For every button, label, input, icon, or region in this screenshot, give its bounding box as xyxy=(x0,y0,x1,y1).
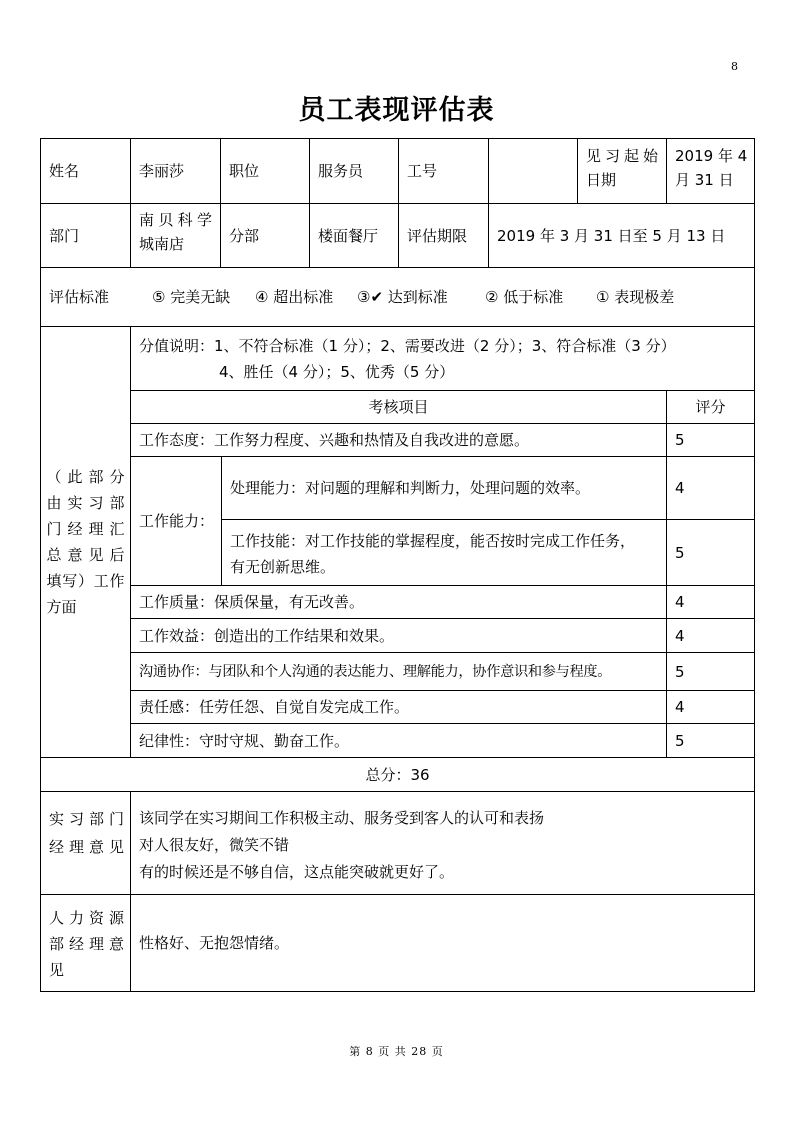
section-label-line: 总意见后 xyxy=(46,546,125,564)
branch-value: 楼面餐厅 xyxy=(318,226,379,245)
standard-item-5: ⑤ 完美无缺 xyxy=(152,288,231,306)
score-handling-ability: 4 xyxy=(675,479,685,497)
item-work-skill xyxy=(222,528,666,584)
intern-manager-opinion-line: 对人很友好，微笑不错 xyxy=(139,836,290,854)
position-label: 职位 xyxy=(229,162,260,180)
start-date-value-line: 月 31 日 xyxy=(675,171,734,189)
period-label: 评估期限 xyxy=(407,226,468,245)
start-date-label-line: 日期 xyxy=(586,171,617,189)
item-communication: 沟通协作：与团队和个人沟通的表达能力、理解能力，协作意识和参与程度。 xyxy=(139,663,612,680)
intern-manager-opinion-line: 有的时候还是不够自信，这点能突破就更好了。 xyxy=(139,863,455,881)
section-label-line: 填写）工作 xyxy=(46,572,125,590)
period-value: 2019 年 3 月 31 日至 5 月 13 日 xyxy=(497,226,726,245)
standard-item-1: ① 表现极差 xyxy=(596,288,675,306)
score-note xyxy=(131,333,754,389)
page-number-top: 8 xyxy=(731,60,738,73)
section-label-line: 方面 xyxy=(46,598,77,616)
header-item: 考核项目 xyxy=(368,398,429,416)
section-label-line: （此部分 xyxy=(46,468,125,486)
score-note-line: 4、胜任（4 分）；5、优秀（5 分） xyxy=(219,363,455,381)
hr-manager-label xyxy=(41,905,130,989)
score-work-quality: 4 xyxy=(675,593,685,611)
score-communication: 5 xyxy=(675,662,685,681)
item-discipline: 纪律性：守时守规、勤奋工作。 xyxy=(139,731,350,750)
item-work-attitude: 工作态度：工作努力程度、兴趣和热情及自我改进的意愿。 xyxy=(139,431,530,449)
hr-manager-label-line: 人力资源 xyxy=(49,909,124,927)
table-line-h xyxy=(40,326,755,327)
item-work-skill-line: 有无创新思维。 xyxy=(230,558,336,576)
table-border-bottom xyxy=(40,991,755,992)
page-footer: 第 8 页 共 28 页 xyxy=(349,1045,444,1058)
employee-id-label: 工号 xyxy=(407,162,438,180)
score-discipline: 5 xyxy=(675,731,685,750)
section-label-line: 由实习部 xyxy=(46,494,125,512)
name-value: 李丽莎 xyxy=(139,162,185,180)
score-responsibility: 4 xyxy=(675,698,685,716)
table-line-h xyxy=(40,791,755,792)
hr-manager-opinion: 性格好、无抱怨情绪。 xyxy=(139,934,290,952)
section-label-line: 门经理汇 xyxy=(46,520,125,538)
standard-item-4: ④ 超出标准 xyxy=(255,288,334,306)
standard-item-3-checked: ③✔ 达到标准 xyxy=(357,288,448,306)
standards-row xyxy=(41,268,754,326)
department-value-line: 城南店 xyxy=(139,235,185,253)
item-handling-ability: 处理能力：对问题的理解和判断力，处理问题的效率。 xyxy=(230,479,591,497)
start-date-label xyxy=(578,144,666,200)
total-score: 总分：36 xyxy=(365,765,430,784)
item-responsibility: 责任感：任劳任怨、自觉自发完成工作。 xyxy=(139,698,410,716)
score-work-skill: 5 xyxy=(675,543,685,562)
page-title: 员工表现评估表 xyxy=(298,95,495,126)
position-value: 服务员 xyxy=(318,162,364,180)
hr-manager-label-line: 部经理意 xyxy=(49,935,124,953)
intern-manager-label-line: 实习部门 xyxy=(49,810,124,828)
item-work-skill-line: 工作技能：对工作技能的掌握程度，能否按时完成工作任务， xyxy=(230,532,636,550)
table-border-right xyxy=(754,138,755,992)
item-work-ability: 工作能力： xyxy=(139,512,215,530)
score-work-attitude: 5 xyxy=(675,431,685,449)
start-date-label-line: 见习起始 xyxy=(586,147,658,165)
header-score: 评分 xyxy=(695,398,726,416)
score-work-efficiency: 4 xyxy=(675,626,685,645)
intern-manager-opinion-line: 该同学在实习期间工作积极主动、服务受到客人的认可和表扬 xyxy=(139,809,545,827)
intern-manager-label xyxy=(41,805,130,865)
name-label: 姓名 xyxy=(49,162,80,180)
department-value xyxy=(131,208,220,264)
intern-manager-label-line: 经理意见 xyxy=(49,838,124,856)
standards-label: 评估标准 xyxy=(49,288,110,306)
hr-manager-label-line: 见 xyxy=(49,961,65,979)
item-work-quality: 工作质量：保质保量，有无改善。 xyxy=(139,593,365,611)
intern-manager-opinion xyxy=(131,805,754,890)
section-label xyxy=(41,327,130,757)
start-date-value-line: 2019 年 4 xyxy=(675,147,748,165)
branch-label: 分部 xyxy=(229,226,260,245)
score-note-line: 分值说明：1、不符合标准（1 分）；2、需要改进（2 分）；3、符合标准（3 分） xyxy=(139,337,676,355)
standard-item-2: ② 低于标准 xyxy=(485,288,564,306)
employee-id-value xyxy=(489,139,577,203)
item-work-efficiency: 工作效益：创造出的工作结果和效果。 xyxy=(139,626,395,645)
department-value-line: 南贝科学 xyxy=(139,211,212,229)
department-label: 部门 xyxy=(49,226,80,245)
start-date-value xyxy=(667,144,754,200)
